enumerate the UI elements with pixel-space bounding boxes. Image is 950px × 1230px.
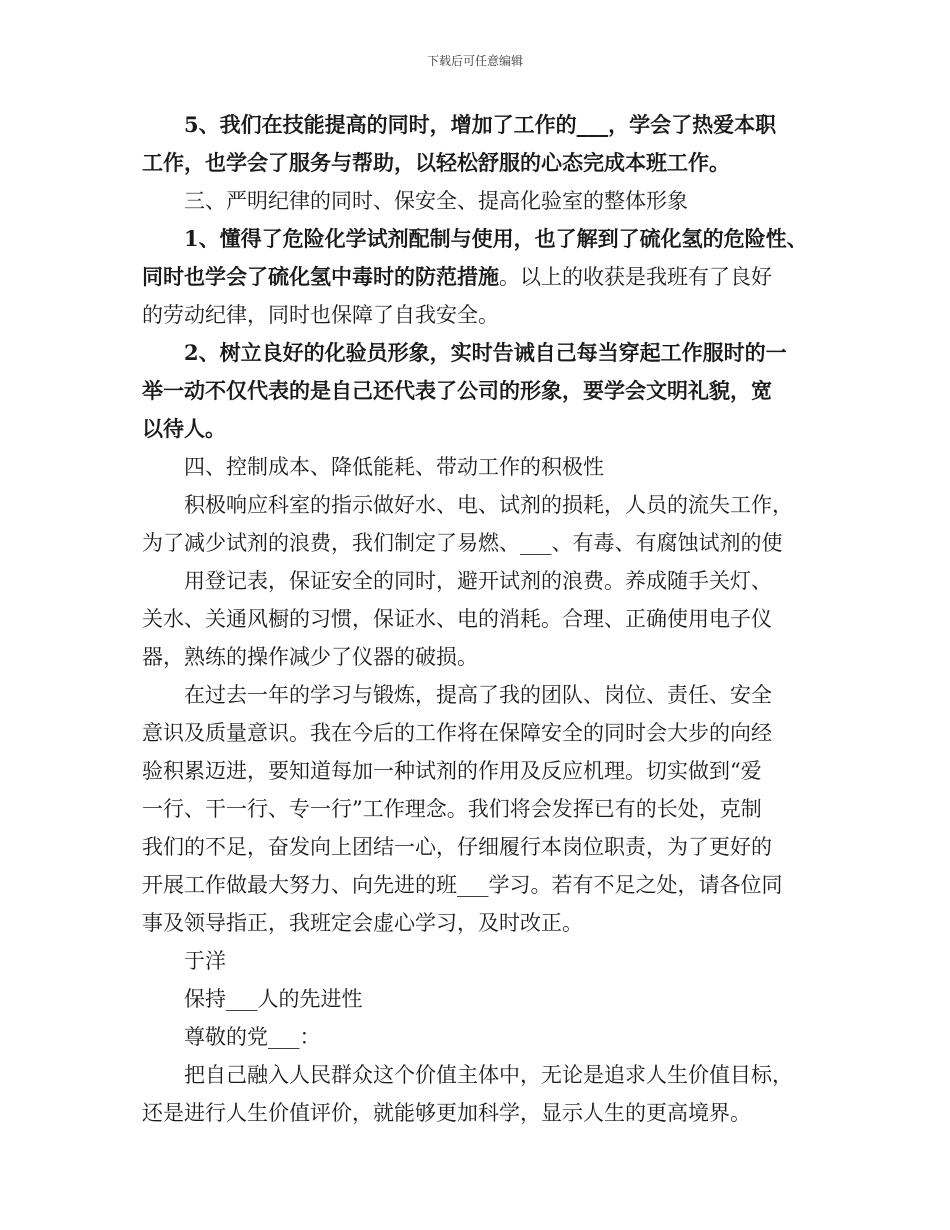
paragraph-4-line-1: 积极响应科室的指示做好水、电、试剂的损耗，人员的流失工作，: [184, 493, 793, 517]
paragraph-7-line-2: 还是进行人生价值评价，就能够更加科学，显示人生的更高境界。: [142, 1101, 751, 1125]
paragraph-4-line-4: 关水、关通风橱的习惯，保证水、电的消耗。合理、正确使用电子仪: [142, 607, 772, 631]
paragraph-1-line-2-normal: 。以上的收获是我班有了良好: [499, 265, 772, 289]
paragraph-2-line-2: 举一动不仅代表的是自己还代表了公司的形象，要学会文明礼貌，宽: [142, 378, 772, 403]
paragraph-6-line-6: 开展工作做最大努力、向先进的班___学习。若有不足之处，请各位同: [142, 873, 783, 897]
signature: 于洋: [184, 949, 226, 973]
salutation: 尊敬的党___：: [184, 1025, 321, 1049]
section-heading-3: 三、严明纪律的同时、保安全、提高化验室的整体形象: [184, 189, 688, 213]
paragraph-6-line-2: 意识及质量意识。我在今后的工作将在保障安全的同时会大步的向经: [142, 721, 772, 745]
paragraph-1-line-1: 1、懂得了危险化学试剂配制与使用，也了解到了硫化氢的危险性、: [184, 226, 808, 251]
second-title: 保持___人的先进性: [184, 987, 363, 1011]
paragraph-4-line-2: 为了减少试剂的浪费，我们制定了易燃、___、有毒、有腐蚀试剂的使: [142, 531, 783, 555]
paragraph-6-line-1: 在过去一年的学习与锻炼，提高了我的团队、岗位、责任、安全: [184, 683, 772, 707]
paragraph-5-line-1: 5、我们在技能提高的同时，增加了工作的___，学会了热爱本职: [184, 112, 777, 137]
paragraph-1-line-2-bold: 同时也学会了硫化氢中毒时的防范措施: [142, 264, 499, 289]
paragraph-6-line-7: 事及领导指正，我班定会虚心学习，及时改正。: [142, 911, 583, 935]
paragraph-4-line-5: 器，熟练的操作减少了仪器的破损。: [142, 645, 478, 669]
paragraph-7-line-1: 把自己融入人民群众这个价值主体中，无论是追求人生价值目标，: [184, 1063, 793, 1087]
document-body: [142, 106, 814, 1132]
paragraph-5-line-2: 工作，也学会了服务与帮助，以轻松舒服的心态完成本班工作。: [142, 150, 730, 175]
paragraph-6-line-3: 验积累迈进，要知道每加一种试剂的作用及反应机理。切实做到“爱: [142, 759, 762, 783]
section-heading-4: 四、控制成本、降低能耗、带动工作的积极性: [184, 455, 604, 479]
paragraph-1-line-2: [142, 258, 814, 296]
paragraph-4-line-3: 用登记表，保证安全的同时，避开试剂的浪费。养成随手关灯、: [184, 569, 772, 593]
page-header: 下载后可任意编辑: [426, 54, 523, 68]
paragraph-2-line-1: 2、树立良好的化验员形象，实时告诫自己每当穿起工作服时的一: [184, 340, 787, 365]
paragraph-1-line-3: 的劳动纪律，同时也保障了自我安全。: [142, 303, 499, 327]
paragraph-6-line-4: 一行、干一行、专一行”工作理念。我们将会发挥已有的长处，克制: [142, 797, 762, 821]
paragraph-2-line-3: 以待人。: [142, 416, 226, 441]
paragraph-6-line-5: 我们的不足，奋发向上团结一心，仔细履行本岗位职责，为了更好的: [142, 835, 772, 859]
